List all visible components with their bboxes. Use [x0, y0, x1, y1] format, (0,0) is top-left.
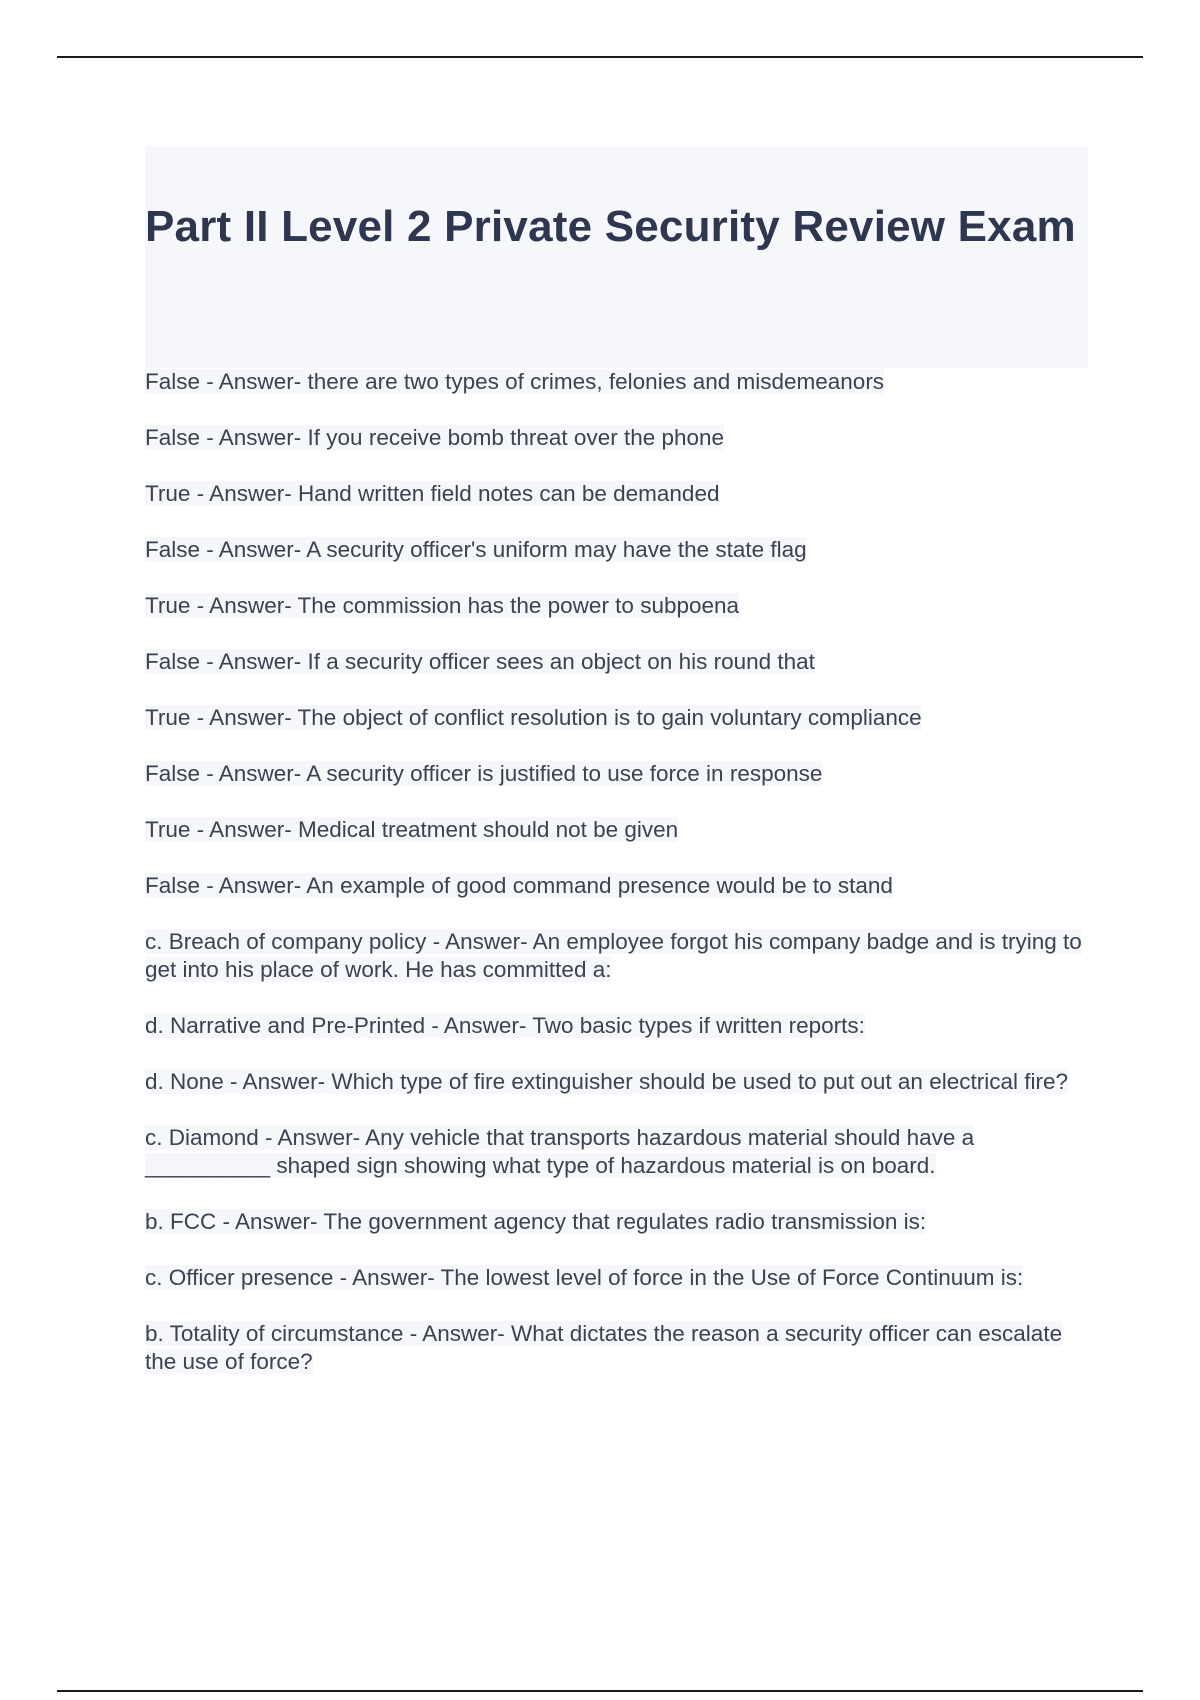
- list-item: [145, 592, 1090, 620]
- title-block: [145, 146, 1088, 368]
- list-item: [145, 1068, 1090, 1096]
- list-item-text: True - Answer- The object of conflict resolution is to gain voluntary compliance: [145, 705, 922, 730]
- list-item-text: True - Answer- Hand written field notes can be demanded: [145, 481, 720, 506]
- list-item-text: False - Answer- An example of good command presence would be to stand: [145, 873, 893, 898]
- list-item-text: True - Answer- The commission has the power to subpoena: [145, 593, 740, 618]
- answer-list: [145, 368, 1090, 1404]
- list-item-text: False - Answer- If a security officer sees an object on his round that: [145, 649, 815, 674]
- list-item-text: c. Officer presence - Answer- The lowest level of force in the Use of Force Continuum is:: [145, 1265, 1024, 1290]
- list-item-text: b. Totality of circumstance - Answer- What dictates the reason a security officer can escalate the use of force?: [145, 1321, 1063, 1374]
- list-item: [145, 760, 1090, 788]
- list-item-text: False - Answer- A security officer's uniform may have the state flag: [145, 537, 807, 562]
- list-item-text: c. Diamond - Answer- Any vehicle that transports hazardous material should have a __________ shaped sign showing what type of hazardous material is on board.: [145, 1125, 975, 1178]
- list-item-text: False - Answer- A security officer is justified to use force in response: [145, 761, 823, 786]
- list-item: [145, 1124, 1090, 1180]
- list-item: [145, 648, 1090, 676]
- list-item: [145, 1012, 1090, 1040]
- list-item-text: c. Breach of company policy - Answer- An employee forgot his company badge and is trying to get into his place of work. He has committed a:: [145, 929, 1082, 982]
- list-item-text: d. Narrative and Pre-Printed - Answer- Two basic types if written reports:: [145, 1013, 865, 1038]
- list-item-text: b. FCC - Answer- The government agency that regulates radio transmission is:: [145, 1209, 927, 1234]
- list-item: [145, 704, 1090, 732]
- list-item: [145, 536, 1090, 564]
- list-item: [145, 368, 1090, 396]
- document-title: Part II Level 2 Private Security Review Exam: [145, 202, 1076, 251]
- list-item: [145, 1208, 1090, 1236]
- list-item-text: False - Answer- there are two types of crimes, felonies and misdemeanors: [145, 369, 885, 394]
- list-item: [145, 480, 1090, 508]
- bottom-rule: [57, 1690, 1143, 1692]
- list-item-text: True - Answer- Medical treatment should not be given: [145, 817, 679, 842]
- list-item: [145, 1264, 1090, 1292]
- list-item-text: d. None - Answer- Which type of fire extinguisher should be used to put out an electrical fire?: [145, 1069, 1068, 1094]
- list-item: [145, 816, 1090, 844]
- list-item: [145, 424, 1090, 452]
- list-item: [145, 928, 1090, 984]
- top-rule: [57, 56, 1143, 58]
- list-item: [145, 1320, 1090, 1376]
- list-item-text: False - Answer- If you receive bomb threat over the phone: [145, 425, 725, 450]
- list-item: [145, 872, 1090, 900]
